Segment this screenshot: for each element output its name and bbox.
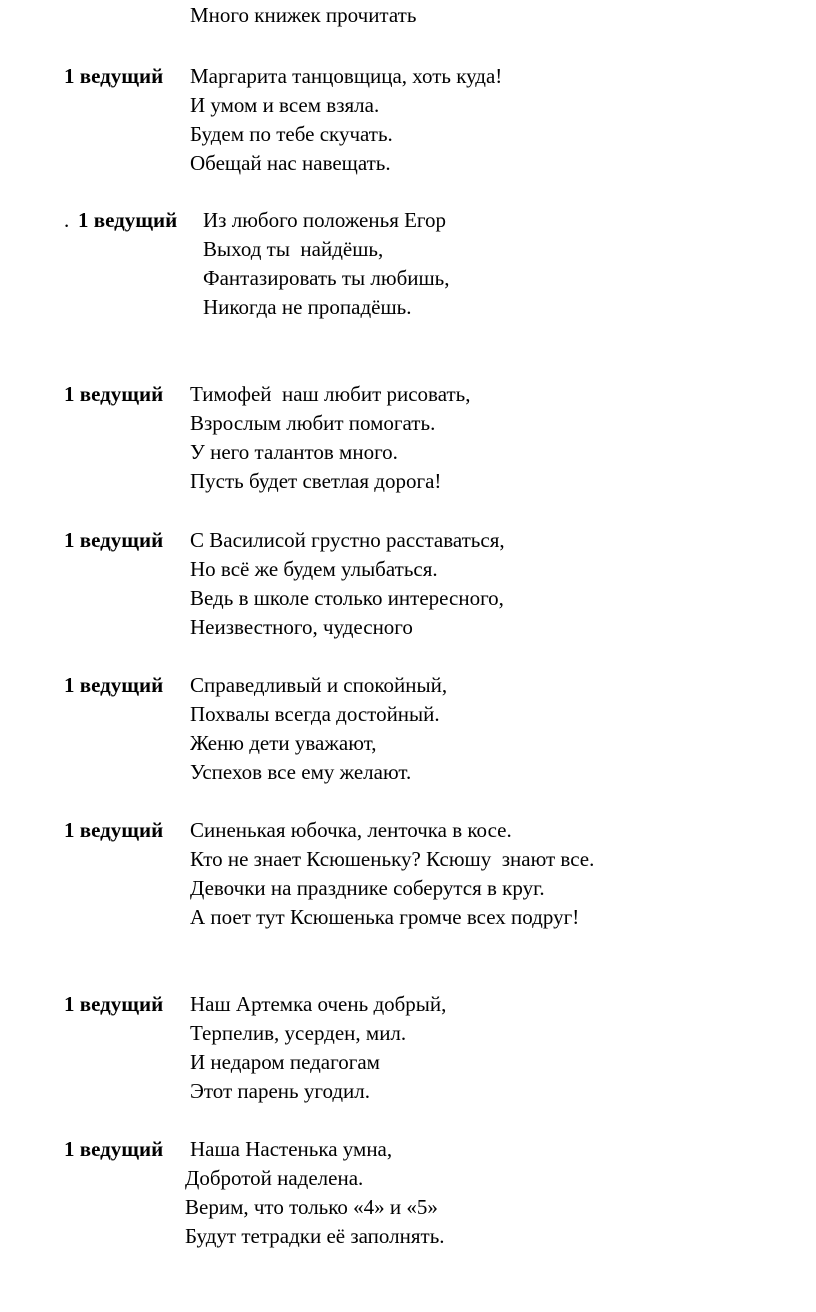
verse-line: Добротой наделена. xyxy=(185,1166,364,1190)
speaker-label: 1 ведущий xyxy=(64,64,164,88)
prefix-dot: . xyxy=(64,208,70,232)
verse-line: И недаром педагогам xyxy=(190,1050,380,1074)
verse-line: Похвалы всегда достойный. xyxy=(190,702,440,726)
verse-line: Наша Настенька умна, xyxy=(190,1137,393,1161)
verse-line: Верим, что только «4» и «5» xyxy=(185,1195,438,1219)
verse-line: Синенькая юбочка, ленточка в косе. xyxy=(190,818,512,842)
verse-line: Но всё же будем улыбаться. xyxy=(190,557,438,581)
speaker-label: 1 ведущий xyxy=(64,673,164,697)
verse-line: Фантазировать ты любишь, xyxy=(203,266,450,290)
verse-line: Девочки на празднике соберутся в круг. xyxy=(190,876,545,900)
verse-line: Женю дети уважают, xyxy=(190,731,377,755)
speaker-label: 1 ведущий xyxy=(64,1137,164,1161)
verse-line: И умом и всем взяла. xyxy=(190,93,380,117)
speaker-label: 1 ведущий xyxy=(64,992,164,1016)
speaker-label: 1 ведущий xyxy=(78,208,178,232)
verse-line: Обещай нас навещать. xyxy=(190,151,391,175)
verse-line: Справедливый и спокойный, xyxy=(190,673,448,697)
verse-line: Будут тетрадки её заполнять. xyxy=(185,1224,445,1248)
verse-line: А поет тут Ксюшенька громче всех подруг! xyxy=(190,905,580,929)
verse-line: Маргарита танцовщица, хоть куда! xyxy=(190,64,503,88)
verse-line: Терпелив, усерден, мил. xyxy=(190,1021,407,1045)
speaker-label: 1 ведущий xyxy=(64,528,164,552)
verse-line: Пусть будет светлая дорога! xyxy=(190,469,442,493)
verse-line: Будем по тебе скучать. xyxy=(190,122,393,146)
verse-line: Выход ты найдёшь, xyxy=(203,237,384,261)
verse-line: Взрослым любит помогать. xyxy=(190,411,436,435)
verse-line: Из любого положенья Егор xyxy=(203,208,447,232)
verse-line: Тимофей наш любит рисовать, xyxy=(190,382,471,406)
verse-line: С Василисой грустно расставаться, xyxy=(190,528,505,552)
verse-line: Никогда не пропадёшь. xyxy=(203,295,412,319)
speaker-label: 1 ведущий xyxy=(64,818,164,842)
verse-line: Кто не знает Ксюшеньку? Ксюшу знают все. xyxy=(190,847,595,871)
verse-line: У него талантов много. xyxy=(190,440,398,464)
intro-line: Много книжек прочитать xyxy=(190,3,417,27)
verse-line: Успехов все ему желают. xyxy=(190,760,412,784)
speaker-label: 1 ведущий xyxy=(64,382,164,406)
verse-line: Ведь в школе столько интересного, xyxy=(190,586,504,610)
verse-line: Неизвестного, чудесного xyxy=(190,615,413,639)
verse-line: Наш Артемка очень добрый, xyxy=(190,992,447,1016)
verse-line: Этот парень угодил. xyxy=(190,1079,370,1103)
